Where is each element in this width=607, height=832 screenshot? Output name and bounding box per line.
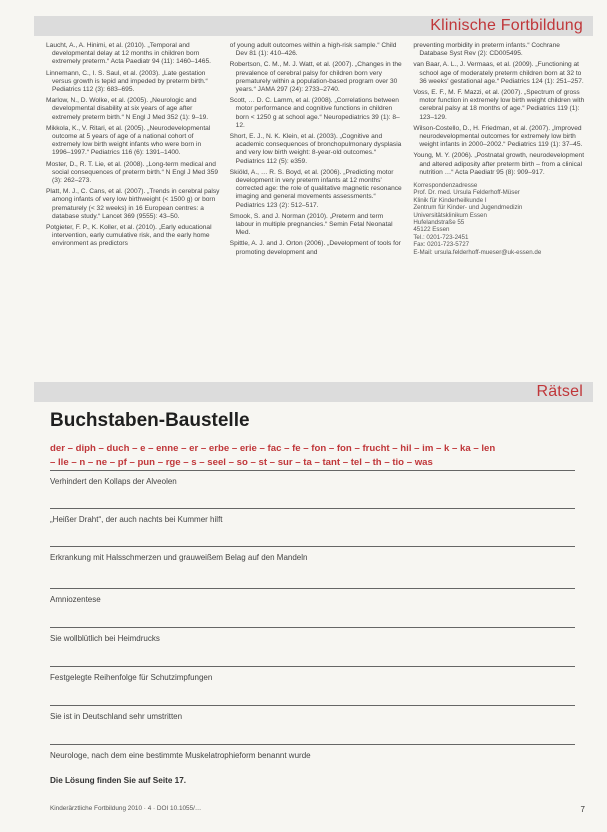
clue-row [50, 470, 575, 486]
contact-line: Klinik für Kinderheilkunde I [413, 196, 487, 204]
section-header-band [34, 16, 593, 36]
clue-row [50, 508, 575, 524]
contact-line: Universitätsklinikum Essen [413, 211, 487, 219]
answer-line[interactable] [50, 705, 575, 706]
reference-item: Skiöld, A., … R. S. Boyd, et al. (2006). „Predicting motor development in very preterm infants at 12 months' corrected age: the role of qualitative magnetic resonance imaging and general movements assessments.“ Pediatrics 123 (2): 512–517. [229, 168, 402, 209]
section-title: Klinische Fortbildung [430, 17, 583, 34]
correspondence-address [413, 182, 587, 256]
syllables-line-2: – lle – n – ne – pf – pun – rge – s – seel – so – st – sur – ta – tant – tel – th – tio – was [50, 457, 433, 468]
contact-line: Prof. Dr. med. Ursula Felderhoff-Müser [413, 189, 520, 197]
reference-item: Young, M. Y. (2006). „Postnatal growth, neurodevelopment and altered adiposity after preterm birth – from a clinical nutrition …“ Acta Paediatr 95 (8): 909–917. [413, 152, 585, 176]
reference-item: Platt, M. J., C. Cans, et al. (2007). „Trends in cerebral palsy among infants of very low birthweight (< 1500 g) or born prematurely (< 32 weeks) in 16 European centres: a database study.“ Lancet 369 (9555): 43–50. [46, 188, 220, 220]
contact-line: Fax: 0201-723-5727 [413, 241, 470, 249]
clue-text: Erkrankung mit Halsschmerzen und grauweißem Belag auf den Mandeln [50, 553, 308, 562]
raetsel-title: Rätsel [536, 383, 583, 400]
clue-text: Verhindert den Kollaps der Alveolen [50, 477, 177, 486]
raetsel-header-band [34, 382, 593, 402]
reference-item: Robertson, C. M., M. J. Watt, et al. (2007). „Changes in the prevalence of cerebral palsy for children born very prematurely within a population-based program over 30 years.“ JAMA 297 (24): 2733–2740. [229, 61, 402, 94]
clue-text: Neurologe, nach dem eine bestimmte Muskelatrophieform benannt wurde [50, 751, 311, 760]
puzzle-title: Buchstaben-Baustelle [50, 410, 250, 431]
reference-item: Short, E. J., N. K. Klein, et al. (2003). „Cognitive and academic consequences of bronchopulmonary dysplasia and very low birth weight: 8-year-old outcomes.“ Pediatrics 112 (5): e359. [229, 133, 402, 165]
reference-item: Mikkola, K., V. Ritari, et al. (2005). „Neurodevelopmental outcome at 5 years of age of a national cohort of extremely low birth weight infants who were born in 1996–1997.“ Pediatrics 116 (6): 1391–1400. [46, 124, 211, 157]
reference-item: van Baar, A. L., J. Vermaas, et al. (2009). „Functioning at school age of moderately preterm children born at 32 to 36 weeks' gestational age.“ Pediatrics 124 (1): 251–257. [413, 61, 584, 85]
syllables-line-1: der – diph – duch – e – enne – er – erbe – erie – fac – fe – fon – fon – frucht – hil – im – k – ka – len [50, 443, 496, 454]
reference-item: Potgieter, F. P., K. Koller, et al. (2010). „Early educational intervention, early cumulative risk, and the early home environment as predictors [46, 224, 212, 248]
reference-list [46, 42, 587, 367]
clue-row [50, 546, 575, 562]
clue-text: Amniozentese [50, 595, 101, 604]
clue-row [50, 666, 575, 682]
contact-line: Tel.: 0201-723-2451 [413, 233, 469, 241]
answer-line[interactable] [50, 588, 575, 589]
reference-item: Marlow, N., D. Wolke, et al. (2005). „Neurologic and developmental disability at six years of age after extremely preterm birth.“ N Engl J Med 352 (1): 9–19. [46, 97, 209, 121]
clue-row [50, 588, 575, 604]
reference-item: Voss, E. F., M. F. Mazzi, et al. (2007). „Spectrum of gross motor function in extremely low birth weight children with cerebral palsy at 18 months of age.“ Pediatrics 119 (1): 123–129. [413, 89, 585, 121]
journal-line: Kinderärztliche Fortbildung 2010 · 4 · DOI 10.1055/… [50, 805, 202, 812]
page-footer [50, 805, 585, 814]
reference-item: Spittle, A. J. and J. Orton (2006). „Development of tools for promoting development and [229, 240, 401, 256]
contact-line: Korrespondenzadresse [413, 182, 478, 190]
page-number: 7 [580, 805, 585, 814]
clue-row [50, 627, 575, 643]
clue-text: Sie wollblütlich bei Heimdrucks [50, 634, 160, 643]
answer-line[interactable] [50, 546, 575, 547]
puzzle-section [50, 410, 580, 470]
contact-line[interactable]: E-Mail: ursula.felderhoff-mueser@uk-essen.de [413, 248, 542, 256]
reference-item: of young adult outcomes within a high-risk sample.“ Child Dev 81 (1): 410–426. [229, 42, 397, 58]
reference-column-2 [230, 42, 404, 367]
reference-item: Scott, … D. C. Lamm, et al. (2008). „Correlations between motor performance and cognitive functions in children born < 1250 g at school age.“ Neuropediatrics 39 (1): 8–12. [229, 97, 400, 129]
reference-item: Laucht, A., A. Hinimi, et al. (2010). „Temporal and developmental delay at 12 months in children born extremely preterm.“ Acta Paediatr 94 (11): 1460–1465. [46, 42, 211, 66]
contact-line: Zentrum für Kinder- und Jugendmedizin [413, 204, 523, 212]
clue-row [50, 744, 575, 760]
reference-column-3 [413, 42, 587, 367]
answer-line[interactable] [50, 470, 575, 471]
reference-item: preventing morbidity in preterm infants.“ Cochrane Database Syst Rev (2): CD005495. [413, 42, 560, 58]
clue-text: „Heißer Draht“, der auch nachts bei Kummer hilft [50, 515, 223, 524]
contact-line: 45122 Essen [413, 226, 450, 234]
reference-column-1 [46, 42, 220, 367]
clue-row [50, 705, 575, 721]
clue-text: Festgelegte Reihenfolge für Schutzimpfungen [50, 673, 213, 682]
clue-text: Sie ist in Deutschland sehr umstritten [50, 712, 183, 721]
answer-line[interactable] [50, 508, 575, 509]
answer-line[interactable] [50, 627, 575, 628]
answer-line[interactable] [50, 666, 575, 667]
reference-item: Moster, D., R. T. Lie, et al. (2008). „Long-term medical and social consequences of preterm birth.“ N Engl J Med 359 (3): 262–273. [46, 160, 219, 185]
answer-line[interactable] [50, 744, 575, 745]
reference-item: Wilson-Costello, D., H. Friedman, et al. (2007). „Improved neurodevelopmental outcomes for extremely low birth weight infants in 2000–2002.“ Pediatrics 119 (1): 37–45. [413, 124, 583, 149]
reference-item: Smook, S. and J. Norman (2010). „Preterm and term labour in multiple pregnancies.“ Semin Fetal Neonatal Med. [229, 212, 393, 237]
reference-item: Linnemann, C., I. S. Saul, et al. (2003). „Late gestation versus growth is tepid and impeded by preterm birth.“ Pediatrics 112 (3): 683–695. [46, 69, 208, 94]
solution-hint: Die Lösung finden Sie auf Seite 17. [50, 776, 187, 785]
contact-line: Hufelandstraße 55 [413, 219, 465, 227]
